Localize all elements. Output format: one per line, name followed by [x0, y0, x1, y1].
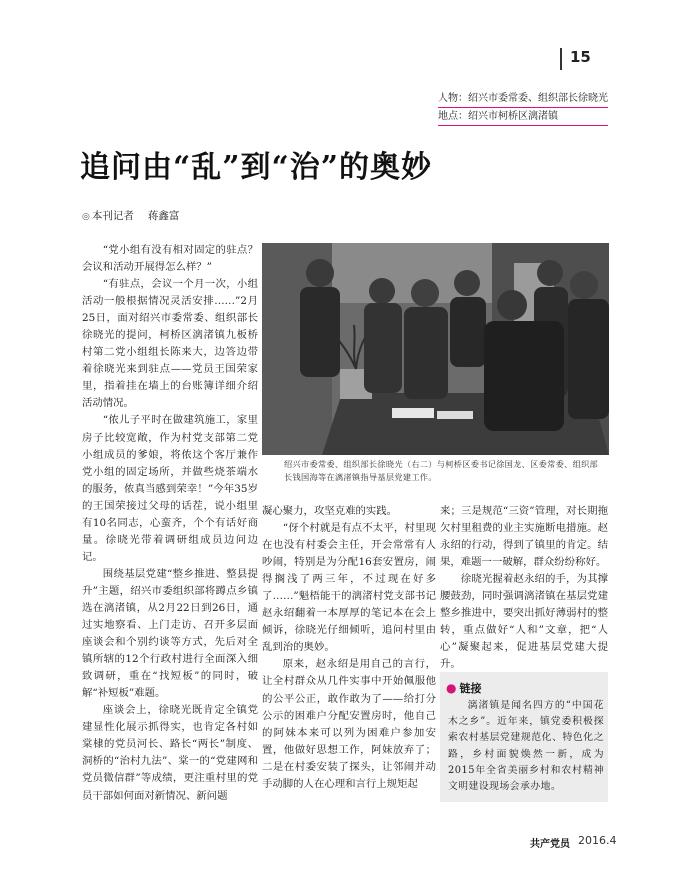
body-column-3 [440, 503, 608, 673]
photo-caption: 绍兴市委常委、组织部长徐晓光（右二）与柯桥区委书记徐国龙、区委常委、组织部长钱国海等在漓渚镇指导基层党建工作。 [284, 459, 599, 482]
meta-place: 地点：绍兴市柯桥区漓渚镇 [438, 109, 608, 126]
page-number: 15 [570, 48, 591, 66]
sidebar-heading [446, 680, 481, 696]
paragraph: 座谈会上，徐晓光既肯定全镇党建显性化展示抓得实，也肯定各村如棠棣的党员河长、路长“两长”制度、洞桥的“治村九法”、棠一的“党建网和党员微信群”等成绩，更注重村里的党员干部如何面对新情况、新问题 [82, 704, 258, 802]
issue-date: 2016.4 [578, 834, 617, 847]
paragraph: 原来，赵永绍是用自己的言行，让全村群众从几件实事中开始佩服他的公平公正，敢作敢为了——给打分公示的困难户分配安置房时，他自己的阿妹本来可以列为困难户参加安置，他做好思想工作，阿妹放弃了；二是在村委安装了探头，让邻闹并动手动脚的人在心理和言行上规矩起 [262, 658, 436, 790]
photo-illustration [262, 243, 609, 455]
sidebar-text: 漓渚镇是闻名四方的“中国花木之乡”。近年来，镇党委积极探索农村基层党建规范化、特色化之路，乡村面貌焕然一新，成为2015年全省美丽乡村和农村精神文明建设现场会承办地。 [448, 700, 604, 793]
paragraph: 来；三是规范“三资”管理，对长期拖欠村里租费的业主实施断电措施。赵永绍的行动，得到了镇里的肯定。结果，难题一一破解，群众纷纷称好。 [440, 505, 608, 569]
paragraph: 围绕基层党建“整乡推进、整县提升”主题，绍兴市委组织部将蹲点乡镇选在漓渚镇，从2月22日到26日，通过实地察看、上门走访、召开多层面座谈会和个别约谈等方式，先后对全镇所辖的12个行政村进行全面深入细致调研，重在“找短板”的同时，破解“补短板”难题。 [82, 567, 258, 700]
body-column-1 [82, 242, 258, 805]
page-number-divider [560, 48, 562, 70]
paragraph: “伢个村就是有点不太平，村里现在也没有村委会主任，开会常常有人吵闹，特别是为分配16套安置房，闹得搁浅了两三年，不过现在好多了……”魁梧能干的漓渚村党支部书记赵永绍翻着一本厚厚的笔记本在会上倾诉，徐晓光仔细倾听，追问村里由乱到治的奥妙。 [262, 522, 436, 654]
sidebar-heading-label: 链接 [459, 682, 482, 695]
byline-marker: ◎ [82, 212, 90, 222]
paragraph: 凝心聚力，攻坚克难的实践。 [262, 505, 398, 517]
bullet-icon: ● [446, 681, 457, 695]
magazine-logo: 共产党员 [530, 839, 570, 850]
body-column-2 [262, 503, 436, 793]
paragraph: 徐晓光握着赵永绍的手，为其撑腰鼓劲，同时强调漓渚镇在基层党建整乡推进中，要突出抓好薄弱村的整转，重点做好“人和”文章，把“人心”凝聚起来，促进基层党建大提升。 [440, 573, 608, 671]
paragraph: “侬儿子平时在做建筑施工，家里房子比较宽敞，作为村党支部第二党小组成员的爹娘，将侬这个客厅兼作党小组的固定场所，并做些烧茶端水的服务，侬真当感到荣幸！”今年35岁的王国荣接过父母的话茬，说小组里有10名同志，心蛮齐，个个有话好商量。徐晓光带着调研组成员边问边记。 [82, 414, 258, 563]
paragraph: “党小组有没有相对固定的驻点？会议和活动开展得怎么样？” [82, 244, 258, 274]
article-photo [262, 243, 609, 455]
meta-person: 人物：绍兴市委常委、组织部长徐晓光 [438, 91, 608, 108]
byline [82, 208, 179, 223]
byline-name: 蒋鑫富 [147, 210, 180, 222]
byline-role: 本刊记者 [91, 210, 134, 222]
paragraph: “有驻点，会议一个月一次，小组活动一般根据情况灵活安排……”2月25日，面对绍兴市委常委、组织部长徐晓光的提问，柯桥区漓渚镇九板桥村第二党小组组长陈来大，边答边带着徐晓光来到驻点——党员王国荣家里，指着挂在墙上的台账簿详细介绍活动情况。 [82, 278, 258, 410]
article-title: 追问由“乱”到“治”的奥妙 [80, 150, 433, 185]
